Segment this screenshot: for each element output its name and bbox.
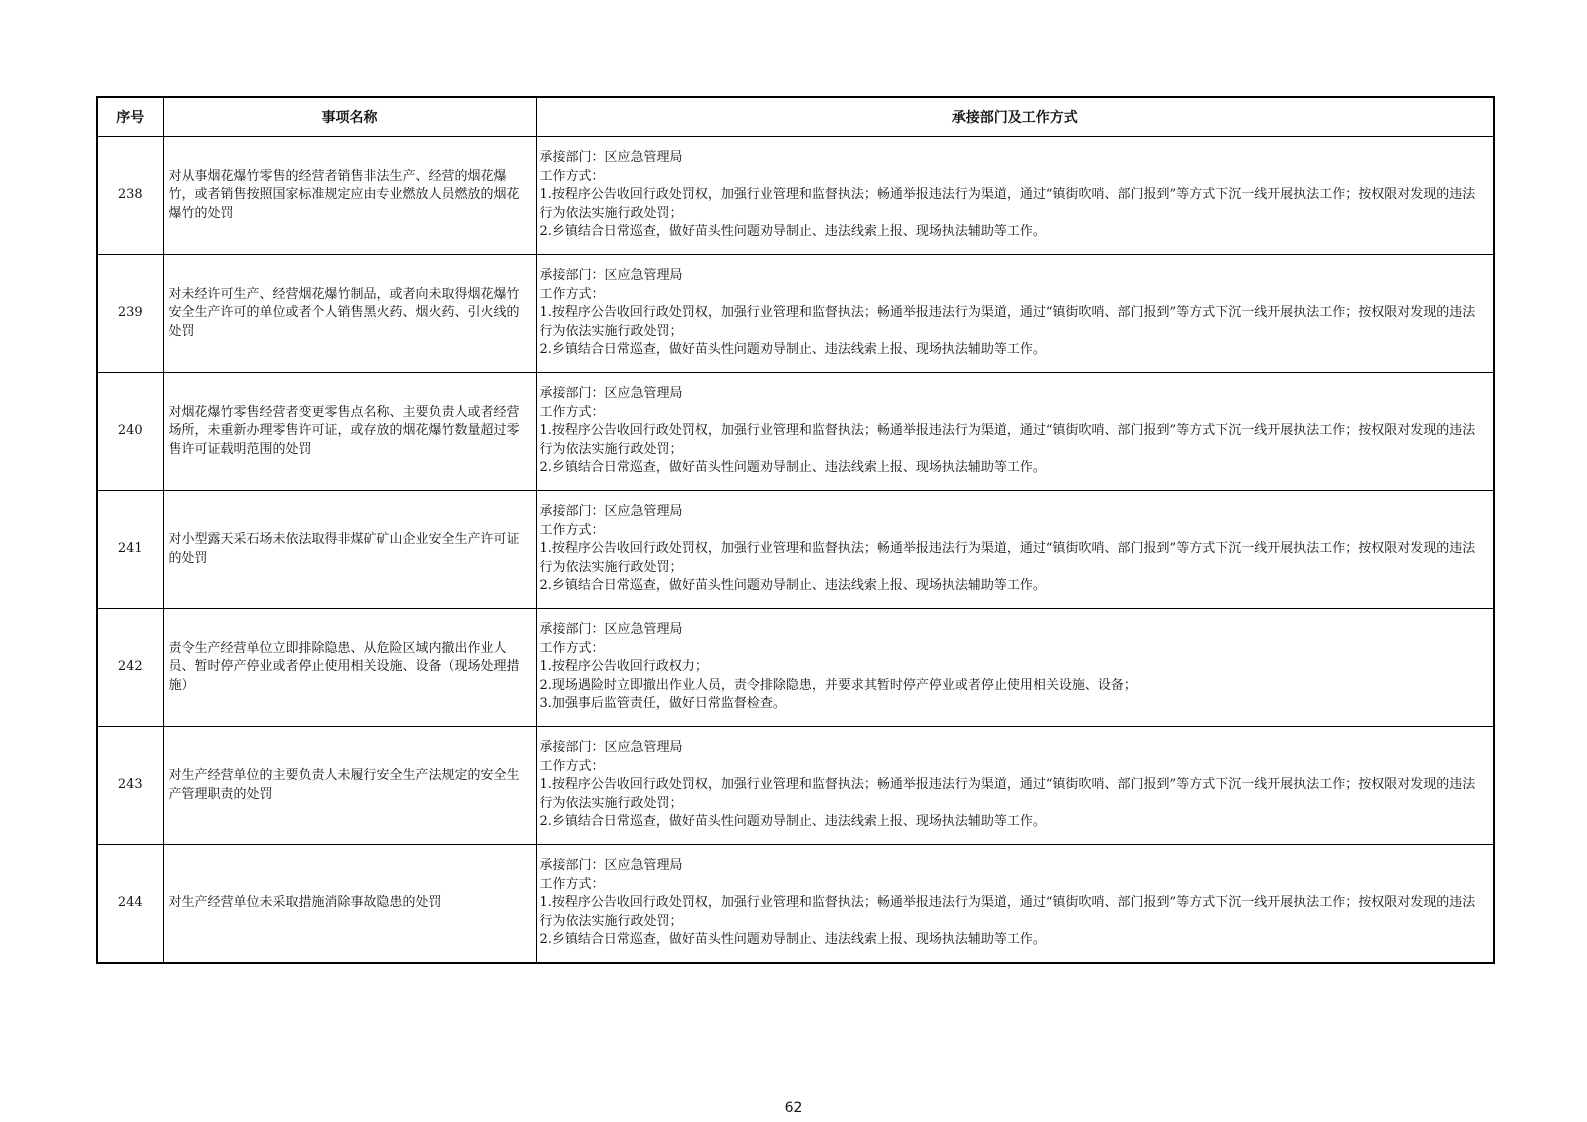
method-heading-line: 工作方式： xyxy=(539,168,605,184)
table-row xyxy=(97,845,1494,964)
table-row xyxy=(97,491,1494,609)
table-row xyxy=(97,255,1494,373)
method-step-2: 2.乡镇结合日常巡查，做好苗头性问题劝导制止、违法线索上报、现场执法辅助等工作。 xyxy=(539,814,1046,830)
department-line: 承接部门：区应急管理局 xyxy=(539,386,683,402)
work-method-cell xyxy=(536,373,1494,491)
method-step-2: 2.乡镇结合日常巡查，做好苗头性问题劝导制止、违法线索上报、现场执法辅助等工作。 xyxy=(539,460,1046,476)
header-department-and-method: 承接部门及工作方式 xyxy=(536,97,1494,137)
item-name-cell: 对未经许可生产、经营烟花爆竹制品，或者向未取得烟花爆竹安全生产许可的单位或者个人销售黑火药、烟火药、引火线的处罚 xyxy=(163,255,536,373)
method-heading-line: 工作方式： xyxy=(539,758,605,774)
item-name-cell: 对小型露天采石场未依法取得非煤矿矿山企业安全生产许可证的处罚 xyxy=(163,491,536,609)
method-step-1: 1.按程序公告收回行政处罚权，加强行业管理和监督执法；畅通举报违法行为渠道，通过“镇街吹哨、部门报到”等方式下沉一线开展执法工作；按权限对发现的违法行为依法实施行政处罚； xyxy=(539,895,1476,929)
table-row xyxy=(97,609,1494,727)
work-method-cell xyxy=(536,137,1494,255)
table-row xyxy=(97,137,1494,255)
department-line: 承接部门：区应急管理局 xyxy=(539,858,683,874)
serial-number-cell: 239 xyxy=(97,255,163,373)
item-name-cell: 对生产经营单位未采取措施消除事故隐患的处罚 xyxy=(163,845,536,964)
department-line: 承接部门：区应急管理局 xyxy=(539,504,683,520)
method-heading-line: 工作方式： xyxy=(539,286,605,302)
item-name-cell: 对烟花爆竹零售经营者变更零售点名称、主要负责人或者经营场所，未重新办理零售许可证，或存放的烟花爆竹数量超过零售许可证载明范围的处罚 xyxy=(163,373,536,491)
serial-number-cell: 244 xyxy=(97,845,163,964)
department-line: 承接部门：区应急管理局 xyxy=(539,268,683,284)
method-step-1: 1.按程序公告收回行政处罚权，加强行业管理和监督执法；畅通举报违法行为渠道，通过“镇街吹哨、部门报到”等方式下沉一线开展执法工作；按权限对发现的违法行为依法实施行政处罚； xyxy=(539,305,1476,339)
method-step-2: 2.乡镇结合日常巡查，做好苗头性问题劝导制止、违法线索上报、现场执法辅助等工作。 xyxy=(539,578,1046,594)
serial-number-cell: 241 xyxy=(97,491,163,609)
serial-number-cell: 242 xyxy=(97,609,163,727)
method-step-1: 1.按程序公告收回行政处罚权，加强行业管理和监督执法；畅通举报违法行为渠道，通过“镇街吹哨、部门报到”等方式下沉一线开展执法工作；按权限对发现的违法行为依法实施行政处罚； xyxy=(539,423,1476,457)
work-method-cell xyxy=(536,255,1494,373)
table-row xyxy=(97,727,1494,845)
header-item-name: 事项名称 xyxy=(163,97,536,137)
work-method-cell xyxy=(536,609,1494,727)
table-row xyxy=(97,373,1494,491)
method-heading-line: 工作方式： xyxy=(539,640,605,656)
method-step-2: 2.乡镇结合日常巡查，做好苗头性问题劝导制止、违法线索上报、现场执法辅助等工作。 xyxy=(539,342,1046,358)
item-name-cell: 对生产经营单位的主要负责人未履行安全生产法规定的安全生产管理职责的处罚 xyxy=(163,727,536,845)
work-method-cell xyxy=(536,727,1494,845)
department-line: 承接部门：区应急管理局 xyxy=(539,622,683,638)
method-step-3: 3.加强事后监管责任，做好日常监督检查。 xyxy=(539,696,786,712)
method-step-2: 2.乡镇结合日常巡查，做好苗头性问题劝导制止、违法线索上报、现场执法辅助等工作。 xyxy=(539,224,1046,240)
serial-number-cell: 238 xyxy=(97,137,163,255)
method-step-2: 2.乡镇结合日常巡查，做好苗头性问题劝导制止、违法线索上报、现场执法辅助等工作。 xyxy=(539,932,1046,948)
method-heading-line: 工作方式： xyxy=(539,876,605,892)
work-method-cell xyxy=(536,491,1494,609)
department-line: 承接部门：区应急管理局 xyxy=(539,150,683,166)
method-heading-line: 工作方式： xyxy=(539,404,605,420)
serial-number-cell: 243 xyxy=(97,727,163,845)
item-name-cell: 责令生产经营单位立即排除隐患、从危险区域内撤出作业人员、暂时停产停业或者停止使用相关设施、设备（现场处理措施） xyxy=(163,609,536,727)
method-step-1: 1.按程序公告收回行政处罚权，加强行业管理和监督执法；畅通举报违法行为渠道，通过“镇街吹哨、部门报到”等方式下沉一线开展执法工作；按权限对发现的违法行为依法实施行政处罚； xyxy=(539,777,1476,811)
method-step-1: 1.按程序公告收回行政权力； xyxy=(539,659,708,675)
department-line: 承接部门：区应急管理局 xyxy=(539,740,683,756)
items-table xyxy=(96,96,1495,964)
serial-number-cell: 240 xyxy=(97,373,163,491)
work-method-cell xyxy=(536,845,1494,964)
method-heading-line: 工作方式： xyxy=(539,522,605,538)
page-number: 62 xyxy=(784,1100,803,1116)
method-step-2: 2.现场遇险时立即撤出作业人员，责令排除隐患，并要求其暂时停产停业或者停止使用相关设施、设备； xyxy=(539,677,1137,693)
method-step-1: 1.按程序公告收回行政处罚权，加强行业管理和监督执法；畅通举报违法行为渠道，通过“镇街吹哨、部门报到”等方式下沉一线开展执法工作；按权限对发现的违法行为依法实施行政处罚； xyxy=(539,541,1476,575)
item-name-cell: 对从事烟花爆竹零售的经营者销售非法生产、经营的烟花爆竹，或者销售按照国家标准规定应由专业燃放人员燃放的烟花爆竹的处罚 xyxy=(163,137,536,255)
header-serial-number: 序号 xyxy=(97,97,163,137)
table-header-row xyxy=(97,97,1494,137)
method-step-1: 1.按程序公告收回行政处罚权，加强行业管理和监督执法；畅通举报违法行为渠道，通过“镇街吹哨、部门报到”等方式下沉一线开展执法工作；按权限对发现的违法行为依法实施行政处罚； xyxy=(539,187,1476,221)
